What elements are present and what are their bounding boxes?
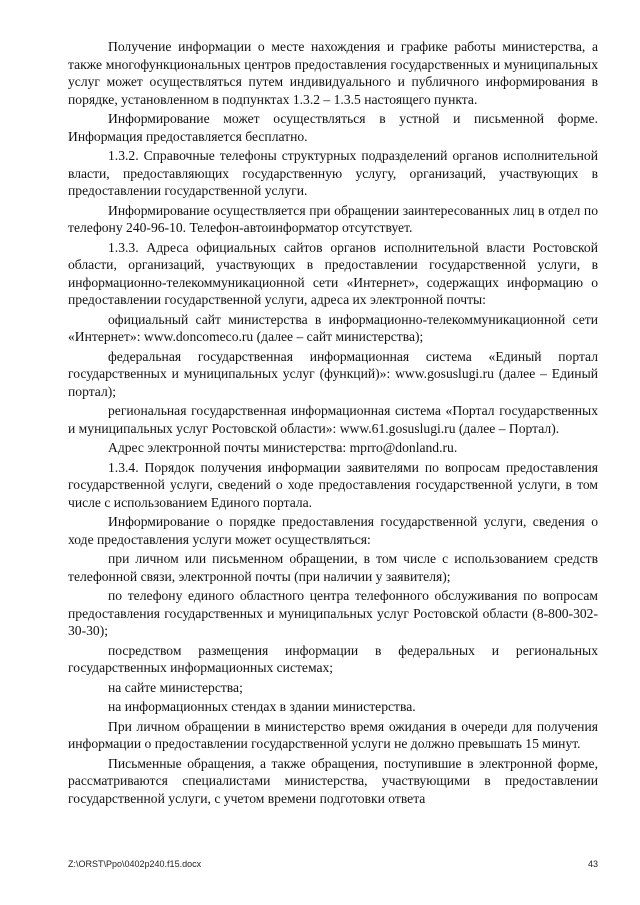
paragraph-phone: Информирование осуществляется при обращении заинтересованных лиц в отдел по телефону 240-96-10. Телефон-автоинформатор отсутствует. [68, 202, 598, 235]
paragraph-personal-request: при личном или письменном обращении, в том числе с использованием средств телефонной связи, электронной почты (при наличии у заявителя); [68, 551, 598, 584]
paragraph-waiting-time: При личном обращении в министерство время ожидания в очереди для получения информации о предоставлении государственной услуги не должно превышать 15 минут. [68, 718, 598, 751]
paragraph-info-order: Информирование о порядке предоставления государственной услуги, сведения о ходе предоставления услуги может осуществляться: [68, 514, 598, 547]
paragraph-ministry-site: официальный сайт министерства в информационно-телекоммуникационной сети «Интернет»: www.doncomeco.ru (далее – сайт министерства); [68, 311, 598, 344]
paragraph-email: Адрес электронной почты министерства: mprro@donland.ru. [108, 440, 458, 455]
paragraph-unified-portal: федеральная государственная информационная система «Единый портал государственных и муниципальных услуг (функций)»: www.gosuslugi.ru (далее – Единый портал); [68, 348, 598, 399]
paragraph-ministry-website: на сайте министерства; [108, 679, 243, 695]
paragraph-info-systems: посредством размещения информации в федеральных и региональных государственных информационных системах; [68, 642, 598, 675]
paragraph-info-stands: на информационных стендах в здании министерства. [108, 699, 416, 714]
paragraph-written-requests: Письменные обращения, а также обращения, поступившие в электронной форме, рассматриваются специалистами министерства, участвующими в предоставлении государственной услуги, с учетом времени подготовки ответа [68, 755, 598, 806]
paragraph-call-center: по телефону единого областного центра телефонного обслуживания по вопросам предоставления государственных и муниципальных услуг Ростовской области (8-800-302-30-30); [68, 588, 598, 638]
paragraph-1-3-4: 1.3.4. Порядок получения информации заявителями по вопросам предоставления государственной услуги, сведений о ходе предоставления государственной услуги, в том числе с использованием Единого портала. [68, 459, 598, 510]
footer-page-number: 43 [587, 859, 598, 869]
paragraph-1-3-2: 1.3.2. Справочные телефоны структурных подразделений органов исполнительной власти, предоставляющих государственную услугу, организаций, участвующих в предоставлении государственной услуги. [68, 148, 598, 198]
paragraph-info-form: Информирование может осуществляться в устной и письменной форме. Информация предоставляется бесплатно. [68, 111, 598, 144]
paragraph-1-3-3: 1.3.3. Адреса официальных сайтов органов исполнительной власти Ростовской области, организаций, участвующих в предоставлении государственной услуги, в информационно-телекоммуникационной сети «Интернет», содержащих информацию о предоставлении государственной услуги, адреса их электронной почты: [68, 239, 598, 307]
document-body [68, 38, 598, 807]
paragraph-info-location: Получение информации о месте нахождения и графике работы министерства, а также многофункциональных центров предоставления государственных и муниципальных услуг может осуществляться путем индивидуального и публичного информирования в порядке, установленном в подпунктах 1.3.2 – 1.3.5 настоящего пункта. [68, 39, 598, 107]
paragraph-regional-portal: региональная государственная информационная система «Портал государственных и муниципальных услуг Ростовской области»: www.61.gosuslugi.ru (далее – Портал). [68, 403, 598, 436]
footer-file-path: Z:\ORST\Ppo\0402p240.f15.docx [68, 859, 202, 869]
